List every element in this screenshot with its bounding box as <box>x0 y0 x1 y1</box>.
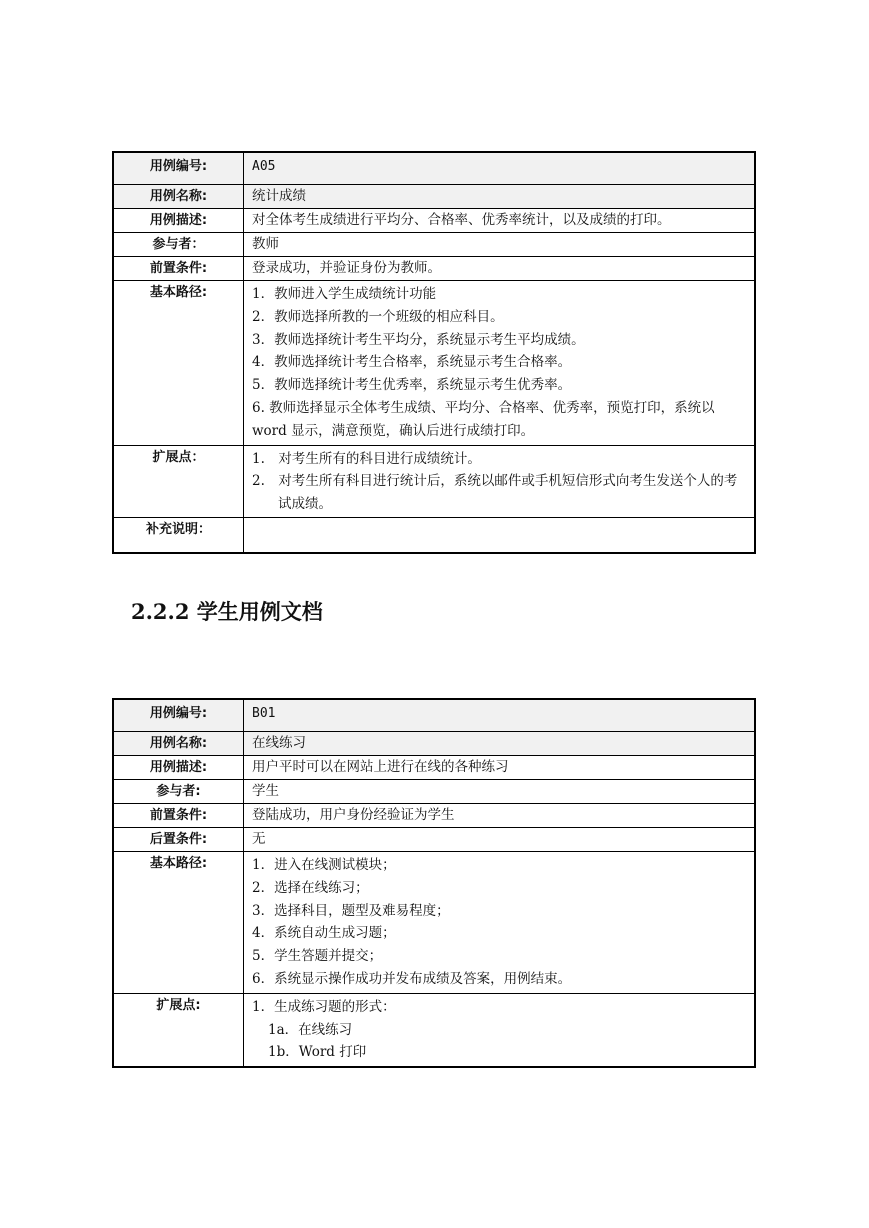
row-notes <box>113 518 755 553</box>
label-case-name: 用例名称: <box>113 185 244 209</box>
row-basic-path <box>113 281 755 446</box>
value-postcondition: 无 <box>244 828 756 852</box>
value-actor: 教师 <box>244 233 756 257</box>
label-notes: 补充说明： <box>113 518 244 553</box>
section-number: 2.2.2 <box>131 599 190 624</box>
label-actor: 参与者: <box>113 780 244 804</box>
path-step: 5．教师选择统计考生优秀率，系统显示考生优秀率。 <box>252 377 572 394</box>
value-extension-points <box>244 445 756 518</box>
row-case-name <box>113 185 755 209</box>
row-case-description <box>113 756 755 780</box>
row-extension-points <box>113 445 755 518</box>
label-case-description: 用例描述: <box>113 756 244 780</box>
path-step: 3．选择科目，题型及难易程度； <box>252 902 450 919</box>
label-case-name: 用例名称: <box>113 732 244 756</box>
section-heading <box>131 596 323 626</box>
path-step: 1．教师进入学生成绩统计功能 <box>252 286 437 302</box>
value-actor: 学生 <box>244 780 756 804</box>
value-case-name: 统计成绩 <box>244 185 756 209</box>
label-extension-points: 扩展点: <box>113 993 244 1067</box>
path-step: 2．教师选择所教的一个班级的相应科目。 <box>252 308 504 325</box>
value-basic-path <box>244 852 756 994</box>
path-step: 4．系统自动生成习题； <box>252 925 396 942</box>
value-case-id: B01 <box>244 699 756 732</box>
label-precondition: 前置条件: <box>113 257 244 281</box>
row-case-name <box>113 732 755 756</box>
extension-subitem: 1b．Word 打印 <box>268 1044 367 1061</box>
row-precondition <box>113 257 755 281</box>
label-precondition: 前置条件: <box>113 804 244 828</box>
label-postcondition: 后置条件: <box>113 828 244 852</box>
row-precondition <box>113 804 755 828</box>
path-step: 6．系统显示操作成功并发布成绩及答案，用例结束。 <box>252 970 572 987</box>
extension-intro: 1．生成练习题的形式： <box>252 998 396 1015</box>
path-step: 6. 教师选择显示全体考生成绩、平均分、合格率、优秀率，预览打印，系统以 word 显示，满意预览，确认后进行成绩打印。 <box>252 399 715 439</box>
row-basic-path <box>113 852 755 994</box>
value-case-description: 用户平时可以在网站上进行在线的各种练习 <box>244 756 756 780</box>
row-actor <box>113 233 755 257</box>
value-notes <box>244 518 756 553</box>
path-step: 4．教师选择统计考生合格率，系统显示考生合格率。 <box>252 354 572 371</box>
row-extension-points <box>113 993 755 1067</box>
extension-item: 2. 对考生所有科目进行统计后，系统以邮件或手机短信形式向考生发送个人的考试成绩。 <box>252 473 738 512</box>
label-actor: 参与者： <box>113 233 244 257</box>
value-basic-path <box>244 281 756 446</box>
label-extension-points: 扩展点： <box>113 445 244 518</box>
path-step: 5．学生答题并提交； <box>252 948 383 965</box>
label-basic-path: 基本路径: <box>113 281 244 446</box>
use-case-table-b01 <box>112 698 756 1068</box>
extension-subitem: 1a．在线练习 <box>268 1021 353 1038</box>
value-precondition: 登录成功，并验证身份为教师。 <box>244 257 756 281</box>
label-case-id: 用例编号: <box>113 152 244 185</box>
path-step: 1．进入在线测试模块； <box>252 857 396 873</box>
path-step: 2．选择在线练习； <box>252 879 369 896</box>
value-extension-points <box>244 993 756 1067</box>
use-case-table-a05 <box>112 151 756 554</box>
section-title: 学生用例文档 <box>196 600 323 624</box>
value-precondition: 登陆成功，用户身份经验证为学生 <box>244 804 756 828</box>
label-case-description: 用例描述: <box>113 209 244 233</box>
value-case-id: A05 <box>244 152 756 185</box>
row-case-description <box>113 209 755 233</box>
row-postcondition <box>113 828 755 852</box>
label-case-id: 用例编号: <box>113 699 244 732</box>
label-basic-path: 基本路径: <box>113 852 244 994</box>
path-step: 3．教师选择统计考生平均分，系统显示考生平均成绩。 <box>252 331 585 348</box>
extension-item: 1. 对考生所有的科目进行成绩统计。 <box>252 450 481 467</box>
value-case-name: 在线练习 <box>244 732 756 756</box>
row-case-id <box>113 152 755 185</box>
row-actor <box>113 780 755 804</box>
value-case-description: 对全体考生成绩进行平均分、合格率、优秀率统计，以及成绩的打印。 <box>244 209 756 233</box>
row-case-id <box>113 699 755 732</box>
